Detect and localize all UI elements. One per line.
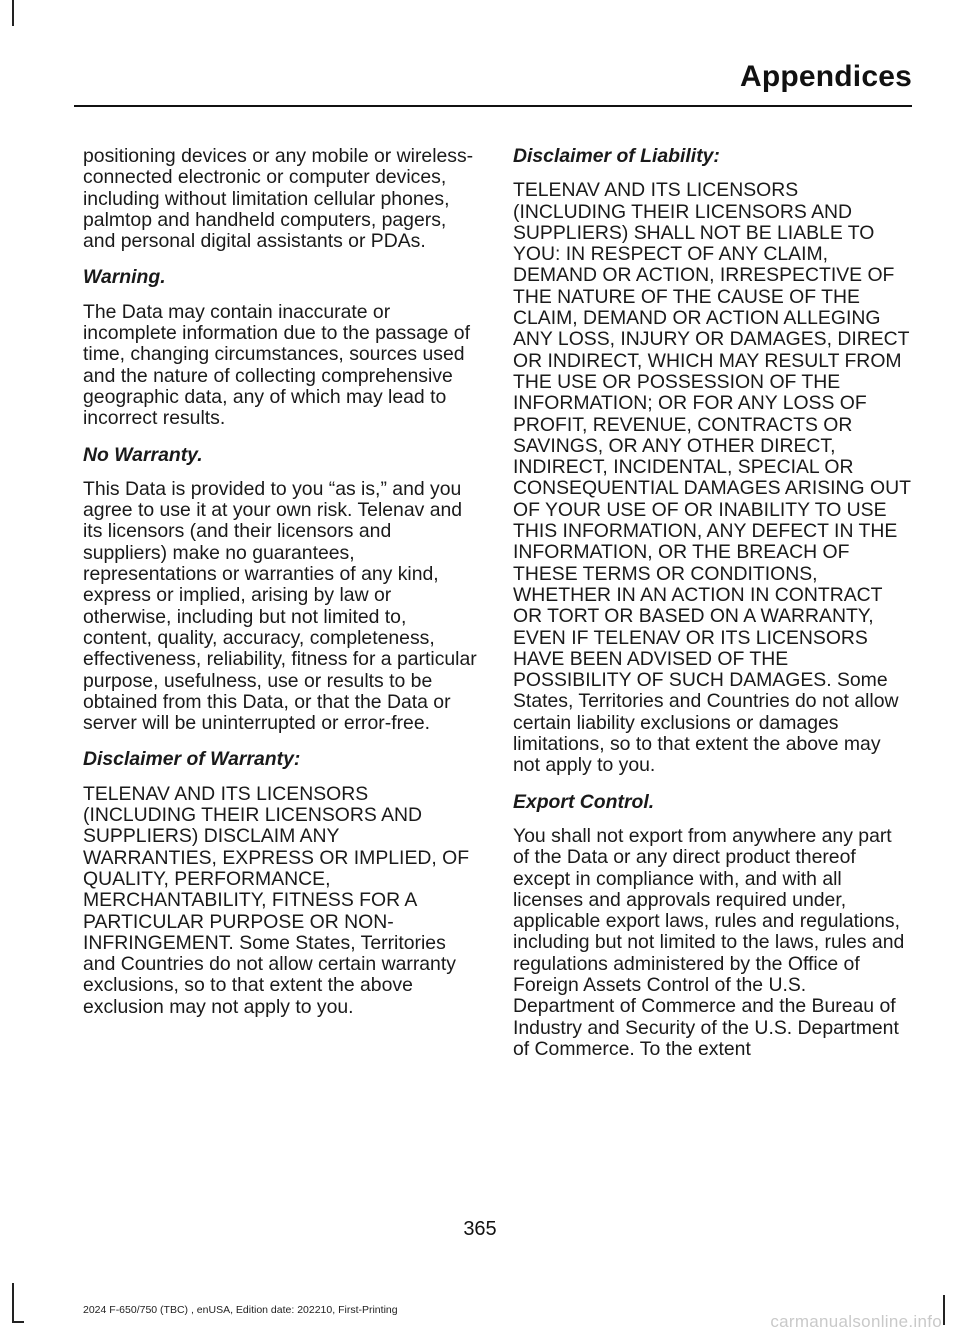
crop-mark-bottom-left-corner: [12, 1321, 24, 1323]
header-rule: [74, 105, 912, 107]
watermark: carmanualsonline.info: [770, 1312, 942, 1331]
page-number: 365: [463, 1218, 497, 1240]
edition-footer: 2024 F-650/750 (TBC) , enUSA, Edition date: 202210, First-Printing: [83, 1304, 398, 1316]
section-title: Appendices: [739, 60, 912, 93]
paragraph: TELENAV AND ITS LICENSORS (INCLUDING THEIR LICENSORS AND SUPPLIERS) DISCLAIM ANY WARRANTIES, EXPRESS OR IMPLIED, OF QUALITY, PERFORMANCE, MERCHANTABILITY, FITNESS FOR A PARTICULAR PURPOSE OR NON-INFRINGEMENT. Some States, Territories and Countries do not allow certain warranty exclusions, so to that extent the above exclusion may not apply to you.: [83, 782, 470, 1018]
paragraph: The Data may contain inaccurate or incomplete information due to the passage of time, changing circumstances, sources used and the nature of collecting comprehensive geographic data, any of which may lead to incorrect results.: [83, 300, 470, 430]
heading-no-warranty: No Warranty.: [83, 443, 203, 466]
crop-mark-top-left: [12, 0, 14, 26]
heading-warning: Warning.: [83, 266, 166, 289]
crop-mark-bottom-right: [943, 1295, 945, 1325]
heading-disclaimer-of-warranty: Disclaimer of Warranty:: [83, 748, 301, 771]
heading-export-control: Export Control.: [513, 790, 655, 813]
paragraph: You shall not export from anywhere any part of the Data or any direct product thereof except in compliance with, and with all licenses and approvals required under, applicable export laws, rules and regulations, including but not limited to the laws, rules and regulations administered by the Office of Foreign Assets Control of the U.S. Department of Commerce and the Bureau of Industry and Security of the U.S. Department of Commerce. To the extent: [513, 824, 905, 1060]
left-column: [83, 146, 478, 1033]
right-column: [513, 146, 911, 1075]
heading-disclaimer-of-liability: Disclaimer of Liability:: [513, 145, 720, 167]
crop-mark-bottom-left: [12, 1283, 14, 1323]
paragraph: positioning devices or any mobile or wireless-connected electronic or computer devices, including without limitation cellular phones, palmtop and handheld computers, pagers, and personal digital assistants or PDAs.: [83, 145, 474, 253]
paragraph: TELENAV AND ITS LICENSORS (INCLUDING THEIR LICENSORS AND SUPPLIERS) SHALL NOT BE LIABLE TO YOU: IN RESPECT OF ANY CLAIM, DEMAND OR ACTION, IRRESPECTIVE OF THE NATURE OF THE CAUSE OF THE CLAIM, DEMAND OR ACTION ALLEGING ANY LOSS, INJURY OR DAMAGES, DIRECT OR INDIRECT, WHICH MAY RESULT FROM THE USE OR POSSESSION OF THE INFORMATION; OR FOR ANY LOSS OF PROFIT, REVENUE, CONTRACTS OR SAVINGS, OR ANY OTHER DIRECT, INDIRECT, INCIDENTAL, SPECIAL OR CONSEQUENTIAL DAMAGES ARISING OUT OF YOUR USE OF OR INABILITY TO USE THIS INFORMATION, ANY DEFECT IN THE INFORMATION, OR THE BREACH OF THESE TERMS OR CONDITIONS, WHETHER IN AN ACTION IN CONTRACT OR TORT OR BASED ON A WARRANTY, EVEN IF TELENAV OR ITS LICENSORS HAVE BEEN ADVISED OF THE POSSIBILITY OF SUCH DAMAGES. Some States, Territories and Countries do not allow certain liability exclusions or damages limitations, so to that extent the above may not apply to you.: [513, 179, 911, 777]
paragraph: This Data is provided to you “as is,” and you agree to use it at your own risk. Telenav and its licensors (and their licensors and suppliers) make no guarantees, representations or warranties of any kind, express or implied, arising by law or otherwise, including but not limited to, content, quality, accuracy, completeness, effectiveness, reliability, fitness for a particular purpose, usefulness, use or results to be obtained from this Data, or that the Data or server will be uninterrupted or error-free.: [83, 477, 477, 735]
